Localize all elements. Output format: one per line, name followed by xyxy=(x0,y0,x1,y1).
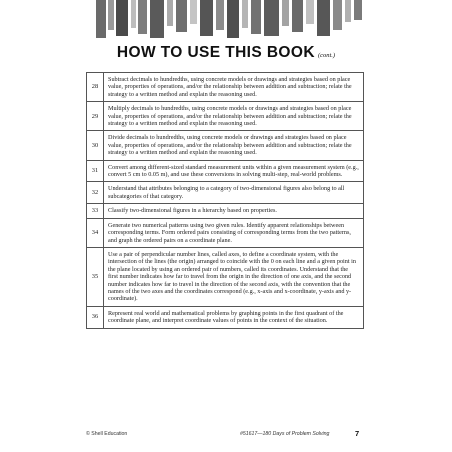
table-row xyxy=(87,160,364,182)
tree-trunk-shape xyxy=(108,0,114,30)
standard-description: Divide decimals to hundredths, using concrete models or drawings and strategies based on place value, properties of operations, and/or the relationship between addition and subtraction; relate the strategy to a written method and explain the reasoning used. xyxy=(104,131,364,160)
tree-trunk-shape xyxy=(333,0,342,30)
standard-description: Use a pair of perpendicular number lines, called axes, to define a coordinate system, with the intersection of the lines (the origin) arranged to coincide with the 0 on each line and a given point in the plane located by using an ordered pair of numbers, called its coordinates. Understand that the first number indicates how far to travel from the origin in the direction of one axis, and the second number indicates how far to travel in the direction of the second axis, with the convention that the names of the two axes and the coordinates correspond (e.g., x-axis and x-coordinate, y-axis and y-coordinate). xyxy=(104,247,364,306)
tree-trunk-shape xyxy=(96,0,106,38)
standard-description: Generate two numerical patterns using two given rules. Identify apparent relationships between corresponding terms. Form ordered pairs consisting of corresponding terms from the two patterns, and graph the ordered pairs on a coordinate plane. xyxy=(104,218,364,247)
table-row xyxy=(87,182,364,204)
day-number: 30 xyxy=(87,131,104,160)
day-number: 35 xyxy=(87,247,104,306)
page-number: 7 xyxy=(355,429,360,438)
page-footer xyxy=(0,428,452,442)
day-number: 29 xyxy=(87,102,104,131)
day-number: 34 xyxy=(87,218,104,247)
tree-trunk-shape xyxy=(306,0,314,24)
page-title-text: HOW TO USE THIS BOOK xyxy=(116,44,315,61)
tree-trunk-shape xyxy=(150,0,164,38)
tree-trunk-shape xyxy=(131,0,136,28)
tree-trunk-shape xyxy=(138,0,147,34)
table-row xyxy=(87,306,364,328)
tree-trunk-shape xyxy=(227,0,239,38)
tree-trunk-shape xyxy=(354,0,362,20)
standard-description: Multiply decimals to hundredths, using concrete models or drawings and strategies based on place value, properties of operations, and/or the relationship between addition and subtraction; relate the strategy to a written method and explain the reasoning used. xyxy=(104,102,364,131)
day-number: 28 xyxy=(87,73,104,102)
day-number: 36 xyxy=(87,306,104,328)
standard-description: Subtract decimals to hundredths, using concrete models or drawings and strategies based on place value, properties of operations, and/or the relationship between addition and subtraction; relate the strategy to a written method and explain the reasoning used. xyxy=(104,73,364,102)
footer-series: #51617—180 Days of Problem Solving xyxy=(240,431,330,437)
table-row xyxy=(87,247,364,306)
standard-description: Represent real world and mathematical problems by graphing points in the first quadrant of the coordinate plane, and interpret coordinate values of points in the context of the situation. xyxy=(104,306,364,328)
tree-trunk-shape xyxy=(200,0,213,36)
day-number: 31 xyxy=(87,160,104,182)
page-title-suffix: (cont.) xyxy=(317,52,336,59)
footer-copyright: © Shell Education xyxy=(86,431,128,437)
standards-table-body xyxy=(87,73,364,329)
decorative-header-band xyxy=(0,0,452,40)
standard-description: Understand that attributes belonging to a category of two-dimensional figures also belong to all subcategories of that category. xyxy=(104,182,364,204)
table-row xyxy=(87,204,364,218)
table-row xyxy=(87,131,364,160)
tree-trunk-shape xyxy=(317,0,330,36)
tree-trunk-shape xyxy=(176,0,187,32)
day-number: 33 xyxy=(87,204,104,218)
tree-trunk-shape xyxy=(292,0,303,32)
tree-trunk-shape xyxy=(216,0,224,30)
tree-trunk-shape xyxy=(264,0,279,36)
table-row xyxy=(87,73,364,102)
tree-trunk-shape xyxy=(251,0,261,34)
tree-trunk-shape xyxy=(282,0,289,26)
tree-trunk-shape xyxy=(345,0,351,22)
standard-description: Convert among different-sized standard measurement units within a given measurement system (e.g., convert 5 cm to 0.05 m), and use these conversions in solving multi-step, real-world problems. xyxy=(104,160,364,182)
standard-description: Classify two-dimensional figures in a hierarchy based on properties. xyxy=(104,204,364,218)
page-title xyxy=(0,44,452,62)
tree-trunk-shape xyxy=(242,0,248,28)
table-row xyxy=(87,218,364,247)
tree-trunk-shape xyxy=(116,0,128,36)
day-number: 32 xyxy=(87,182,104,204)
standards-table xyxy=(86,72,364,329)
tree-trunks-graphic xyxy=(0,0,452,40)
tree-trunk-shape xyxy=(167,0,173,26)
table-row xyxy=(87,102,364,131)
tree-trunk-shape xyxy=(190,0,197,24)
